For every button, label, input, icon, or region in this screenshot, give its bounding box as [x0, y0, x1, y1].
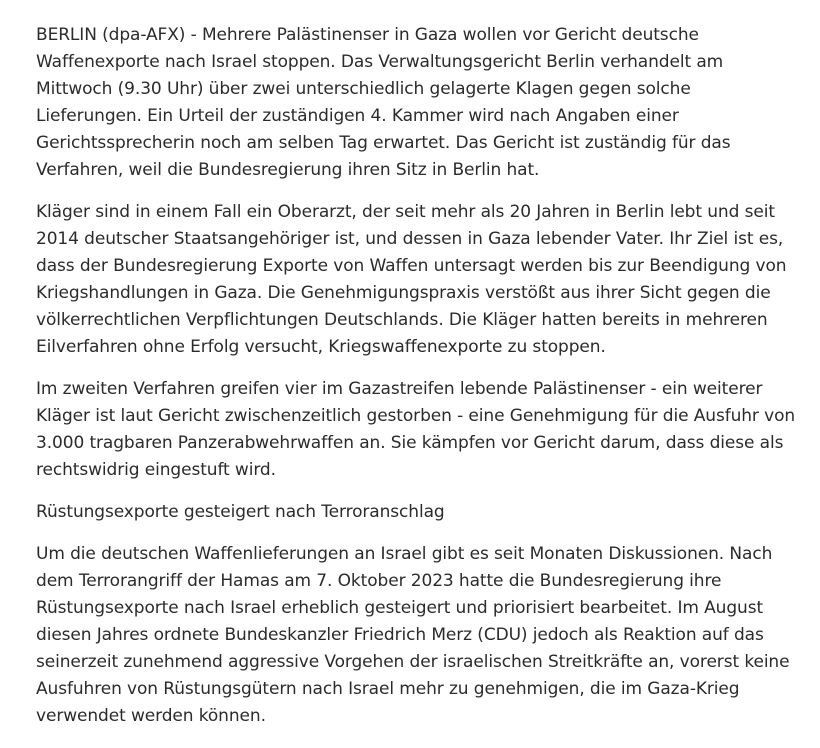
article-paragraph-background: Um die deutschen Waffenlieferungen an Israel gibt es seit Monaten Diskussionen. Nach dem Terrorangriff der Hamas am 7. Oktober 2023 hatte die Bundesregierung ihre Rüstungsexporte nach Israel erheblich gesteigert und priorisiert bearbeitet. Im August diesen Jahres ordnete Bundeskanzler Friedrich Merz (CDU) jedoch als Reaktion auf das seinerzeit zunehmend aggressive Vorgehen der israelischen Streitkräfte an, vorerst keine Ausfuhren von Rüstungsgütern nach Israel mehr zu genehmigen, die im Gaza-Krieg verwendet werden können. — [36, 544, 790, 726]
article-subheading: Rüstungsexporte gesteigert nach Terroranschlag — [36, 502, 445, 522]
article-paragraph-lead: BERLIN (dpa-AFX) - Mehrere Palästinenser in Gaza wollen vor Gericht deutsche Waffenexporte nach Israel stoppen. Das Verwaltungsgericht Berlin verhandelt am Mittwoch (9.30 Uhr) über zwei unterschiedlich gelagerte Klagen gegen solche Lieferungen. Ein Urteil der zuständigen 4. Kammer wird nach Angaben einer Gerichtssprecherin noch am selben Tag erwartet. Das Gericht ist zuständig für das Verfahren, weil die Bundesregierung ihren Sitz in Berlin hat. — [36, 25, 731, 180]
article-paragraph-plaintiffs: Kläger sind in einem Fall ein Oberarzt, der seit mehr als 20 Jahren in Berlin lebt und seit 2014 deutscher Staatsangehöriger ist, und dessen in Gaza lebender Vater. Ihr Ziel ist es, dass der Bundesregierung Exporte von Waffen untersagt werden bis zur Beendigung von Kriegshandlungen in Gaza. Die Genehmigungspraxis verstößt aus ihrer Sicht gegen die völkerrechtlichen Verpflichtungen Deutschlands. Die Kläger hatten bereits in mehreren Eilverfahren ohne Erfolg versucht, Kriegswaffenexporte zu stoppen. — [36, 202, 787, 357]
article-paragraph-second-case: Im zweiten Verfahren greifen vier im Gazastreifen lebende Palästinenser - ein weiterer Kläger ist laut Gericht zwischenzeitlich gestorben - eine Genehmigung für die Ausfuhr von 3.000 tragbaren Panzerabwehrwaffen an. Sie kämpfen vor Gericht darum, dass diese als rechtswidrig eingestuft wird. — [36, 379, 796, 480]
